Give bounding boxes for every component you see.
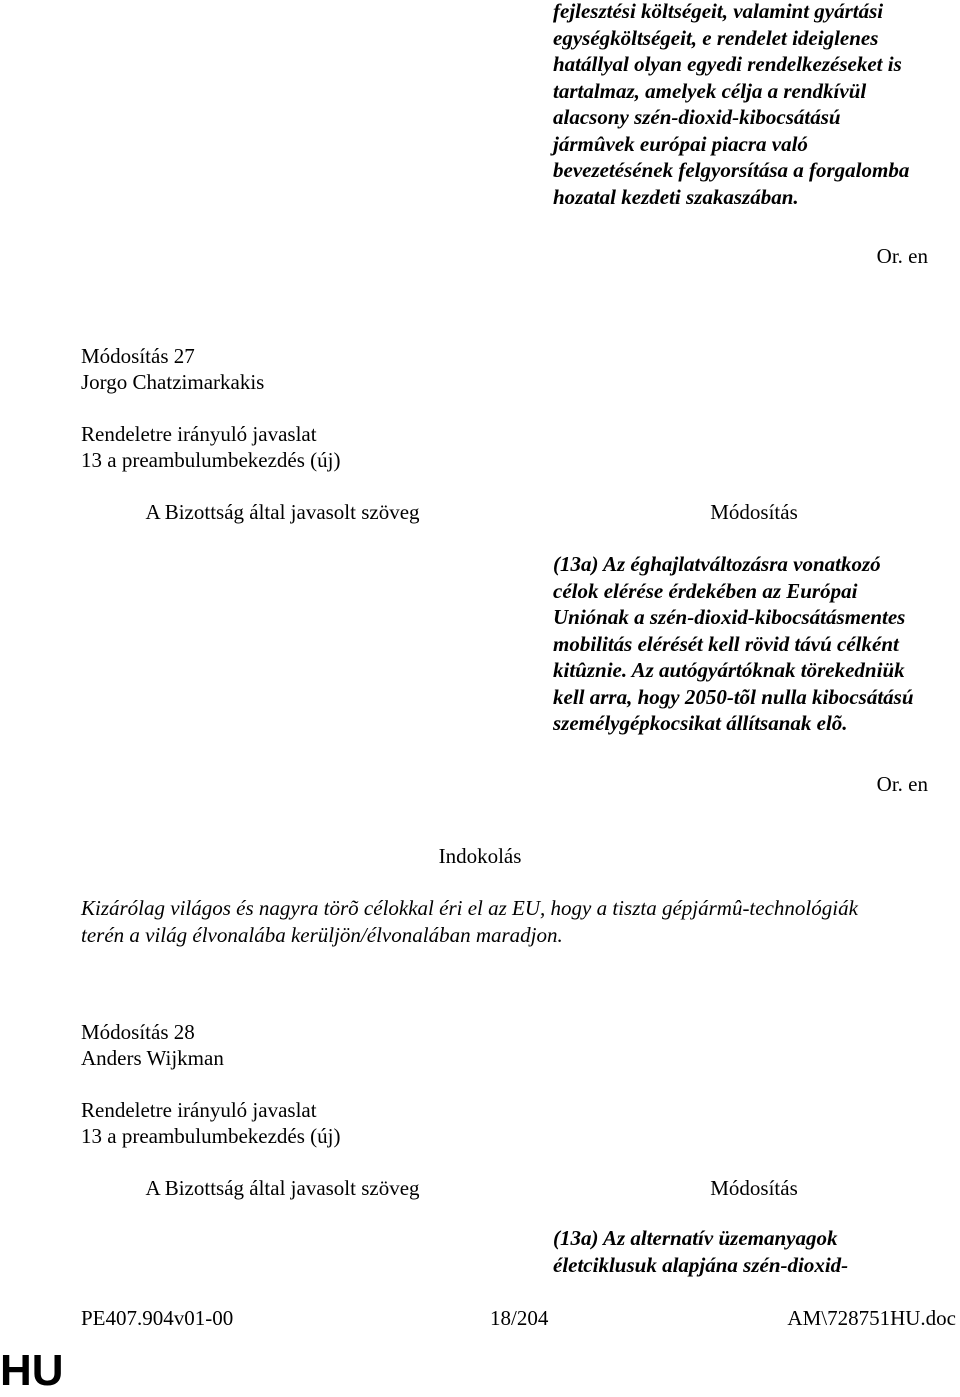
amendment-text [553, 551, 914, 737]
proposal-type: Rendeletre irányuló javaslat [81, 422, 317, 446]
text-line: alacsony szén-dioxid-kibocsátású [553, 105, 841, 129]
original-language-note: Or. en [876, 772, 928, 796]
text-line: egységköltségeit, e rendelet ideiglenes [553, 25, 879, 50]
footer-page-number: 18/204 [490, 1306, 549, 1330]
text-line: (13a) Az éghajlatváltozásra vonatkozó [553, 552, 881, 576]
text-line: kell arra, hogy 2050-tõl nulla kibocsátású [553, 684, 914, 709]
text-line: terén a világ élvonalába kerüljön/élvonalában maradjon. [81, 922, 563, 947]
column-header-amendment: Módosítás [710, 500, 798, 524]
text-line: mobilitás elérését kell rövid távú célként [553, 631, 899, 656]
column-header-commission-text: A Bizottság által javasolt szöveg [145, 1176, 420, 1200]
top-continuation-text [553, 0, 909, 210]
column-header-commission-text: A Bizottság által javasolt szöveg [145, 500, 420, 524]
recital-reference: 13 a preambulumbekezdés (új) [81, 1124, 341, 1148]
justification-heading: Indokolás [438, 844, 522, 868]
text-line: tartalmaz, amelyek célja a rendkívül [553, 78, 867, 103]
text-line: fejlesztési költségeit, valamint gyártási [553, 0, 884, 23]
amendment-author: Jorgo Chatzimarkakis [81, 370, 265, 394]
footer-file-name: AM\728751HU.doc [787, 1306, 956, 1330]
text-line: hatállyal olyan egyedi rendelkezéseket is [553, 52, 902, 76]
text-line: jármûvek európai piacra való [553, 131, 808, 156]
text-line: (13a) Az alternatív üzemanyagok [553, 1226, 838, 1250]
text-line: életciklusuk alapjána szén-dioxid- [553, 1252, 849, 1277]
text-line: hozatal kezdeti szakaszában. [553, 184, 799, 209]
original-language-note: Or. en [876, 244, 928, 268]
text-line: kitûznie. Az autógyártóknak törekedniük [553, 658, 905, 682]
footer-language-tag: HU [0, 1346, 64, 1395]
amendment-text [553, 1225, 848, 1278]
justification-text [81, 895, 858, 948]
amendment-number: Módosítás 27 [81, 344, 195, 368]
text-line: személygépkocsikat állítsanak elõ. [553, 711, 848, 735]
amendment-author: Anders Wijkman [81, 1046, 224, 1070]
text-line: bevezetésének felgyorsítása a forgalomba [553, 158, 910, 182]
proposal-type: Rendeletre irányuló javaslat [81, 1098, 317, 1122]
text-line: Kizárólag világos és nagyra törõ célokkal éri el az EU, hogy a tiszta gépjármû-technológiák [81, 896, 858, 920]
text-line: célok elérése érdekében az Európai [553, 578, 858, 603]
footer-doc-code: PE407.904v01-00 [81, 1306, 234, 1330]
text-line: Uniónak a szén-dioxid-kibocsátásmentes [553, 605, 906, 629]
amendment-number: Módosítás 28 [81, 1020, 195, 1044]
recital-reference: 13 a preambulumbekezdés (új) [81, 448, 341, 472]
column-header-amendment: Módosítás [710, 1176, 798, 1200]
